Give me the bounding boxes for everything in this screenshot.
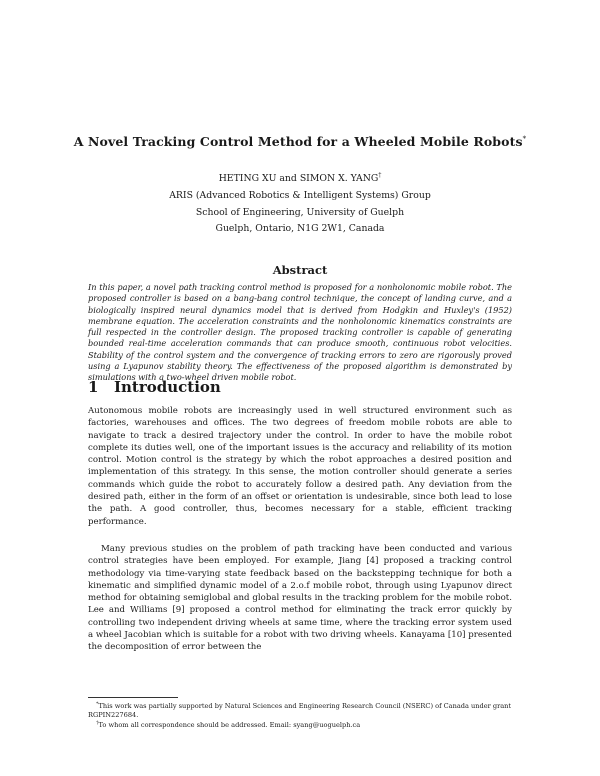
affiliation-group: ARIS (Advanced Robotics & Intelligent Systems) Group bbox=[169, 189, 431, 201]
authors-line bbox=[100, 168, 500, 188]
abstract-text: In this paper, a novel path tracking control method is proposed for a nonholonomic mobile robot. The proposed controller is based on a bang-bang control technique, the concept of landing curve, and a biologically inspired neural dynamics model that is derived from Hodgkin and Huxley's (1952) membrane equation. The acceleration constraints and the nonholonomic kinematics constraints are full respected in the controller design. The proposed tracking controller is capable of generating bounded real-time acceleration commands that can produce smooth, continuous robot velocities. Stability of the control system and the convergence of tracking errors to zero are rigorously proved using a Lyapunov stability theory. The effectiveness of the proposed algorithm is demonstrated by simulations with a two-wheel driven mobile robot. bbox=[88, 282, 512, 383]
footnotes bbox=[88, 700, 512, 730]
footnote-1 bbox=[88, 700, 512, 719]
footnote-1-mark: * bbox=[96, 701, 99, 707]
author-footnote-mark: † bbox=[378, 172, 382, 179]
intro-paragraph-2: Many previous studies on the problem of path tracking have been conducted and various control strategies have been employed. For example, Jiang [4] proposed a tracking control methodology via time-varying state feedback based on the backstepping technique for both a kinematic and simplified dynamic model of a 2.o.f mobile robot, through using Lyapunov direct method for obtaining semiglobal and global results in the tracking problem for the mobile robot. Lee and Williams [9] proposed a control method for eliminating the track error quickly by controlling two independent driving wheels at same time, where the tracking error system used a wheel Jacobian which is suitable for a robot with two driving wheels. Kanayama [10] presented the decomposition of error between the bbox=[88, 544, 513, 653]
author-names: HETING XU and SIMON X. YANG bbox=[218, 173, 379, 185]
abstract-heading: Abstract bbox=[272, 263, 328, 277]
author-block bbox=[100, 168, 500, 238]
title-footnote-mark: * bbox=[522, 134, 527, 143]
section-number: 1 bbox=[88, 378, 99, 396]
section-heading bbox=[88, 378, 221, 396]
paper-title bbox=[60, 134, 540, 149]
affiliation-school: School of Engineering, University of Guelph bbox=[195, 206, 405, 218]
intro-paragraph-1: Autonomous mobile robots are increasingly used in well structured environment such as factories, warehouses and offices. The two degrees of freedom mobile robots are able to navigate to track a desired trajectory under the control. In order to have the mobile robot complete its duties well, one of the important issues is the accuracy and reliability of its motion control. Motion control is the strategy by which the robot approaches a desired position and implementation of this strategy. In this sense, the motion controller should generate a series commands which guide the robot to accurately follow a desired path. Any deviation from the desired path, either in the form of an offset or orientation is undesirable, since both lead to lose the path. A good controller, thus, becomes necessary for a stable, efficient tracking performance. bbox=[88, 406, 512, 527]
paper-title-text: A Novel Tracking Control Method for a Wheeled Mobile Robots bbox=[73, 134, 523, 149]
footnote-2-mark: † bbox=[96, 720, 99, 727]
footnote-2-text: To whom all correspondence should be addressed. Email: syang@uoguelph.ca bbox=[98, 721, 361, 730]
footnote-1-text: This work was partially supported by Natural Sciences and Engineering Research Council (NSERC) of Canada under grant RGPIN227684. bbox=[88, 702, 512, 719]
footnote-2 bbox=[88, 719, 512, 730]
section-title: Introduction bbox=[114, 378, 221, 396]
affiliation-address: Guelph, Ontario, N1G 2W1, Canada bbox=[215, 223, 385, 235]
footnote-divider bbox=[88, 697, 178, 698]
